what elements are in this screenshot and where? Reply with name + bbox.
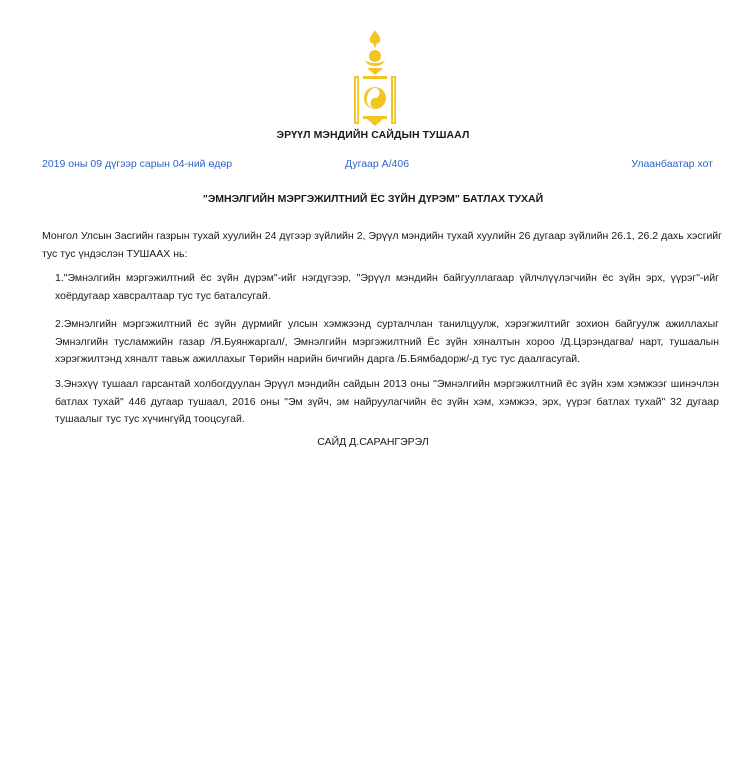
signature: САЙД Д.САРАНГЭРЭЛ	[317, 436, 429, 448]
intro-paragraph: Монгол Улсын Засгийн газрын тухай хуулийн 24 дүгээр зүйлийн 2, Эрүүл мэндийн тухай хуулийн 26 дугаар зүйлийн 26.1, 26.2 дахь хэсгийг тус тус үндэслэн ТУШААХ нь:	[42, 230, 722, 260]
order-date: 2019 оны 09 дүгээр сарын 04-ний өдөр	[42, 158, 233, 170]
order-meta-row	[42, 158, 713, 172]
order-paragraph-1: 1."Эмнэлгийн мэргэжилтний ёс зүйн дүрэм"-ийг нэгдүгээр, "Эрүүл мэндийн байгууллагаар үйлчлүүлэгчийн ёс зүйн эрх, үүрэг"-ийг хоёрдугаар хавсралтаар тус тус баталсугай.	[55, 272, 719, 302]
document-title: "ЭМНЭЛГИЙН МЭРГЭЖИЛТНИЙ ЁС ЗҮЙН ДҮРЭМ" БАТЛАХ ТУХАЙ	[202, 193, 544, 205]
soyombo-emblem-icon	[351, 30, 399, 128]
order-place: Улаанбаатар хот	[631, 158, 713, 170]
order-number: Дугаар А/406	[345, 158, 410, 170]
ministry-order-title: ЭРҮҮЛ МЭНДИЙН САЙДЫН ТУШААЛ	[276, 129, 470, 141]
order-paragraph-2: 2.Эмнэлгийн мэргэжилтний ёс зүйн дүрмийг улсын хэмжээнд сурталчлан танилцуулж, хэрэгжилтийг зохион байгуулж ажиллахыг Эмнэлгийн тусламжийн газар /Я.Буянжаргал/, Эмнэлгийн мэргэжилтний Ёс зүйн хяналтын хороо /Д.Цэрэндагва/ нарт, тушаалын хэрэгжилтэнд хяналт тавьж ажиллахыг Төрийн нарийн бичгийн дарга /Б.Бямбадорж/-д тус тус даалгасугай.	[55, 318, 719, 365]
order-paragraph-3: 3.Энэхүү тушаал гарсантай холбогдуулан Эрүүл мэндийн сайдын 2013 оны "Эмнэлгийн мэргэжилтний ёс зүйн хэм хэмжээг шинэчлэн батлах тухай" 446 дугаар тушаал, 2016 оны "Эм зүйч, эм найруулагчийн ёс зүйн хэм, хэмжээ, эрх, үүрэг батлах тухай" 32 дугаар тушаалыг тус тус хүчингүйд тооцсугай.	[55, 378, 719, 425]
